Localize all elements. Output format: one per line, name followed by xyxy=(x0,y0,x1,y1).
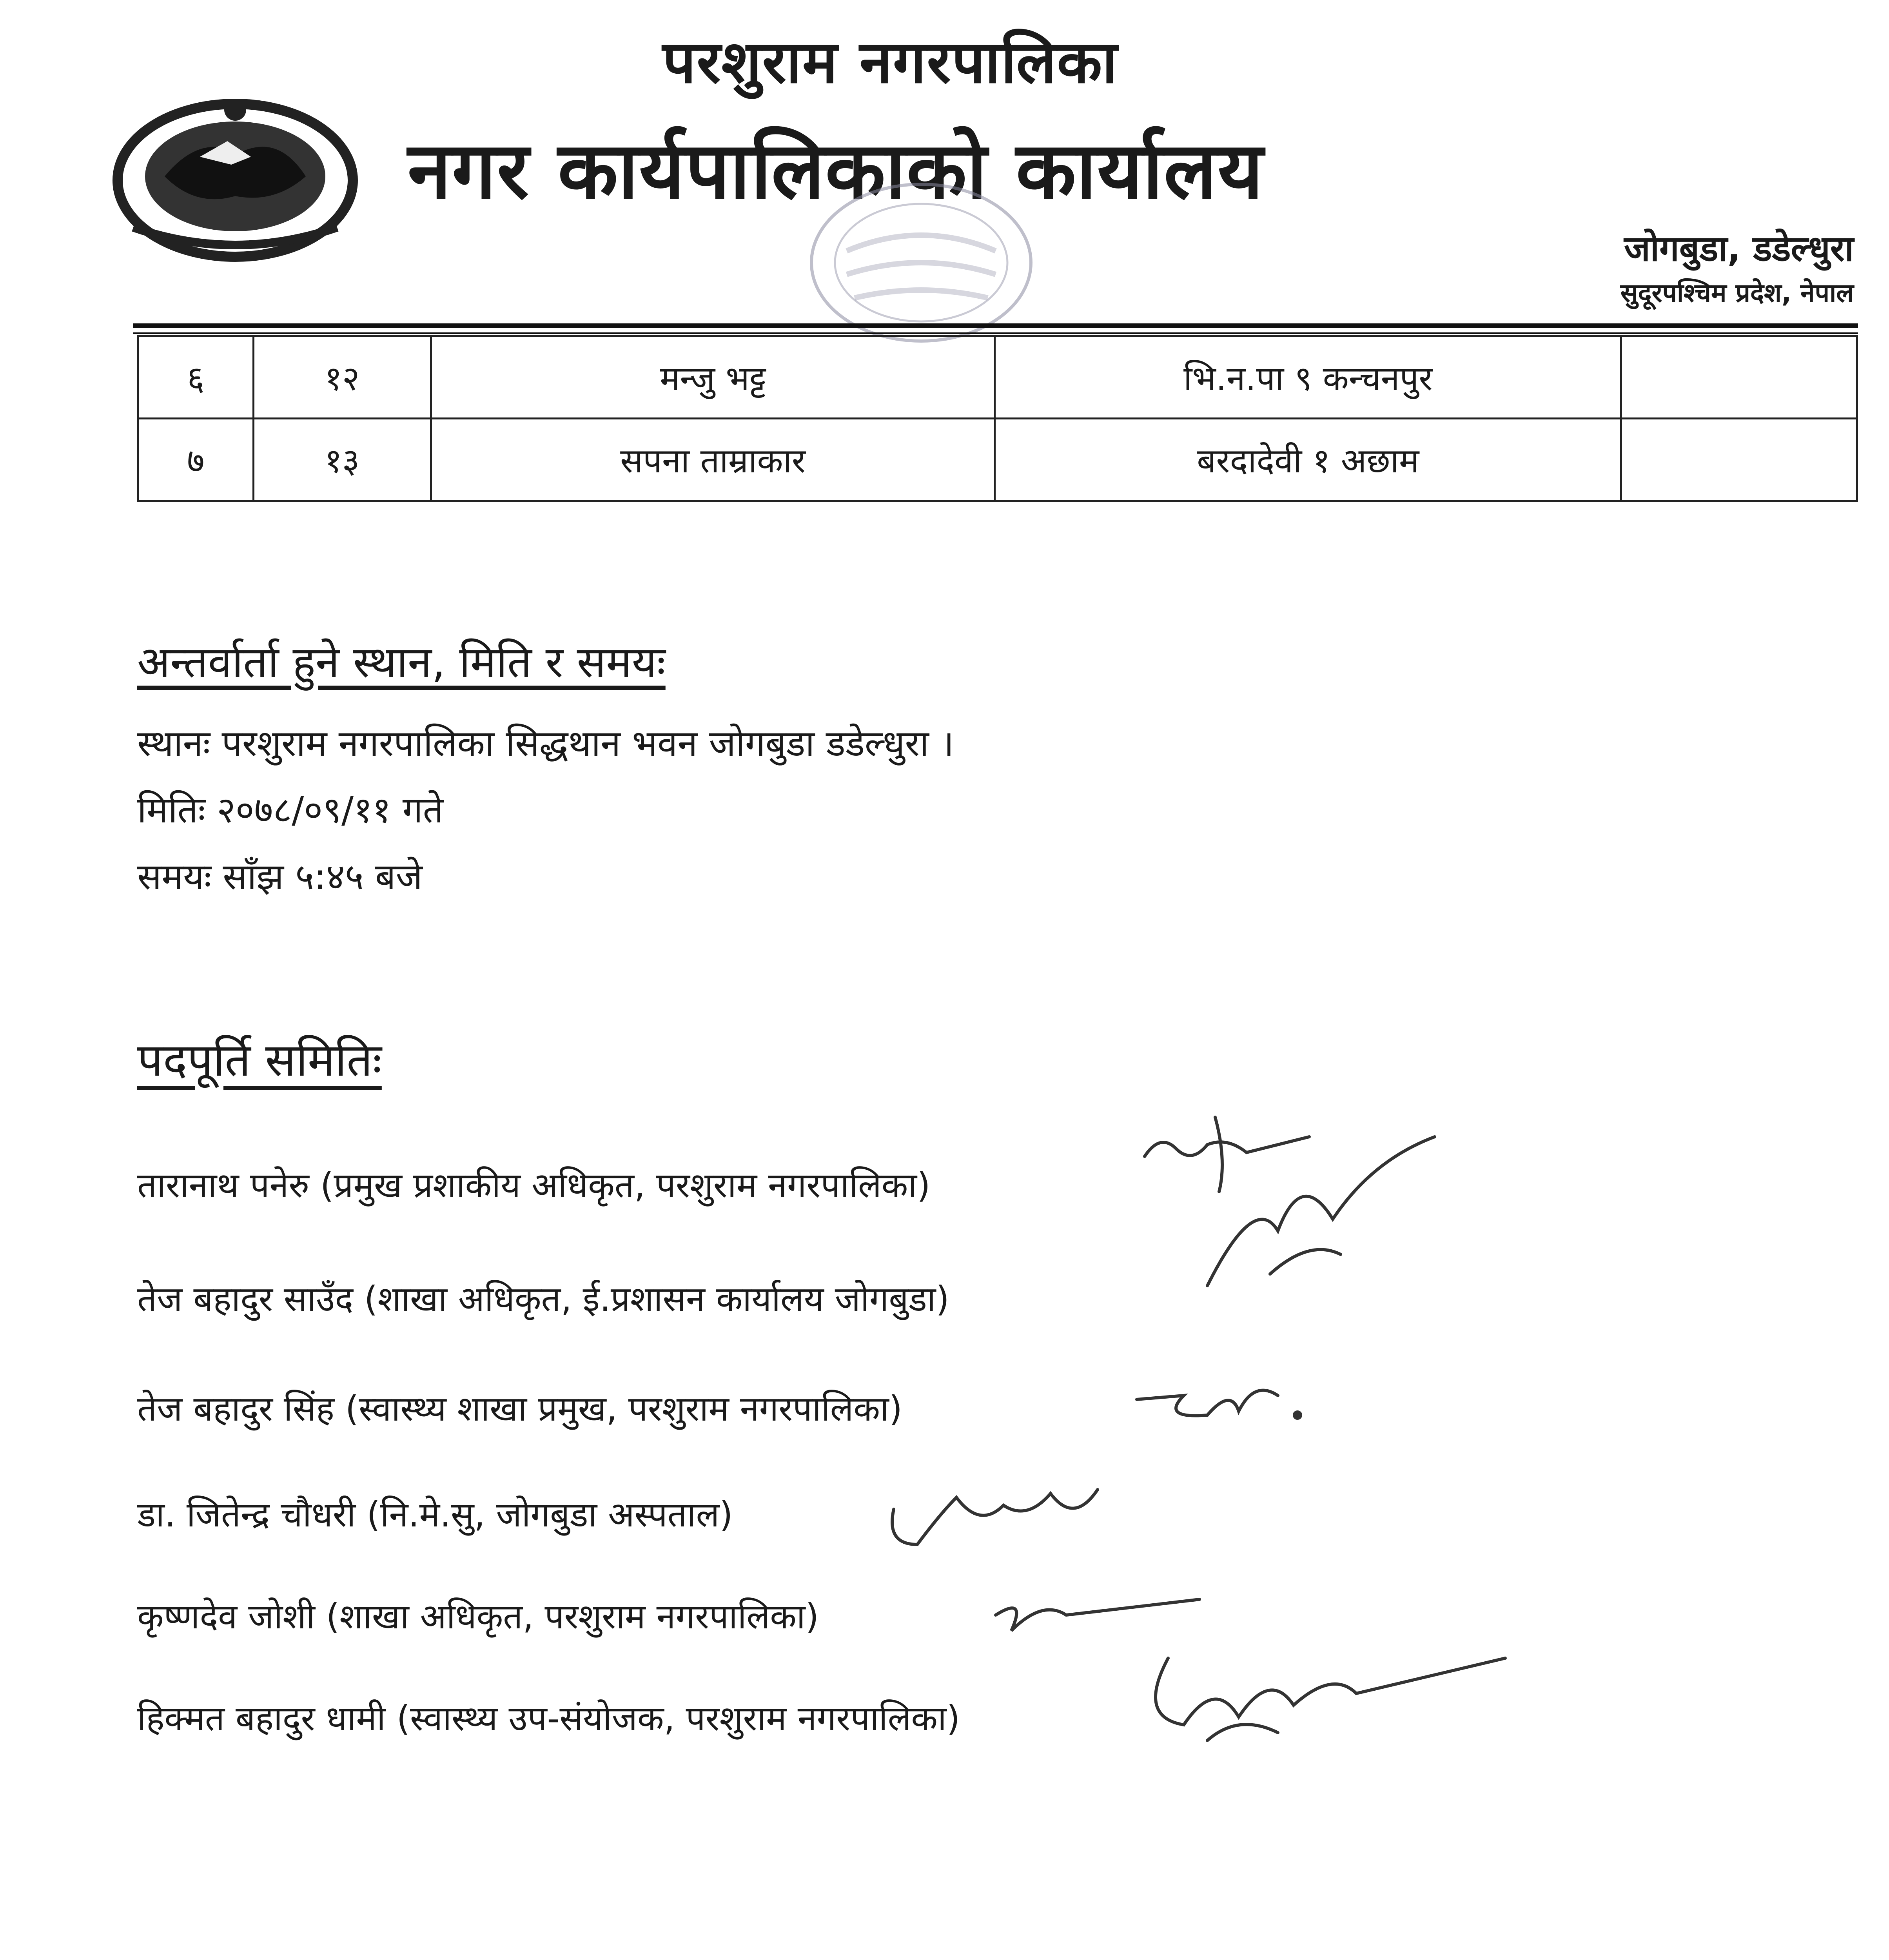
remarks-cell xyxy=(1621,419,1857,501)
office-location: जोगबुडा, डडेल्धुरा xyxy=(1624,228,1854,269)
remarks-cell xyxy=(1621,336,1857,419)
committee-member: तेज बहादुर साउँद (शाखा अधिकृत, ई.प्रशासन कार्यालय जोगबुडा) xyxy=(137,1279,949,1319)
municipality-name: परशुराम नगरपालिका xyxy=(662,28,1118,96)
signatures-icon xyxy=(862,1090,1529,1835)
name-cell: मन्जु भट्ट xyxy=(431,336,995,419)
committee-member: डा. जितेन्द्र चौधरी (नि.मे.सु, जोगबुडा अस्पताल) xyxy=(137,1494,733,1535)
committee-member: हिक्मत बहादुर धामी (स्वास्थ्य उप-संयोजक, परशुराम नगरपालिका) xyxy=(137,1698,960,1739)
interview-time: समयः साँझ ५:४५ बजे xyxy=(137,856,423,898)
committee-heading: पदपूर्ति समितिः xyxy=(137,1034,382,1087)
table-row xyxy=(138,336,1857,419)
header-rule xyxy=(133,323,1858,328)
table-row xyxy=(138,419,1857,501)
serial-cell: ६ xyxy=(138,336,254,419)
committee-member: तारानाथ पनेरु (प्रमुख प्रशाकीय अधिकृत, परशुराम नगरपालिका) xyxy=(137,1165,931,1205)
address-cell: भि.न.पा ९ कन्चनपुर xyxy=(995,336,1621,419)
interview-place: स्थानः परशुराम नगरपालिका सिद्धथान भवन जोगबुडा डडेल्धुरा । xyxy=(137,722,954,764)
roll-cell: १२ xyxy=(253,336,431,419)
interview-date: मितिः २०७८/०९/११ गते xyxy=(137,789,444,831)
nepal-emblem-icon xyxy=(110,98,361,263)
committee-member: तेज बहादुर सिंह (स्वास्थ्य शाखा प्रमुख, परशुराम नगरपालिका) xyxy=(137,1388,903,1429)
address-cell: बरदादेवी १ अछाम xyxy=(995,419,1621,501)
office-name: नगर कार्यपालिकाको कार्यालय xyxy=(408,125,1264,216)
committee-member: कृष्णदेव जोशी (शाखा अधिकृत, परशुराम नगरपालिका) xyxy=(137,1596,819,1637)
serial-cell: ७ xyxy=(138,419,254,501)
office-province: सुदूरपश्चिम प्रदेश, नेपाल xyxy=(1620,278,1854,308)
name-cell: सपना ताम्राकार xyxy=(431,419,995,501)
interview-heading: अन्तर्वार्ता हुने स्थान, मिति र समयः xyxy=(137,637,666,687)
header-rule-thin xyxy=(133,332,1858,334)
roll-cell: १३ xyxy=(253,419,431,501)
candidate-table xyxy=(137,335,1858,502)
